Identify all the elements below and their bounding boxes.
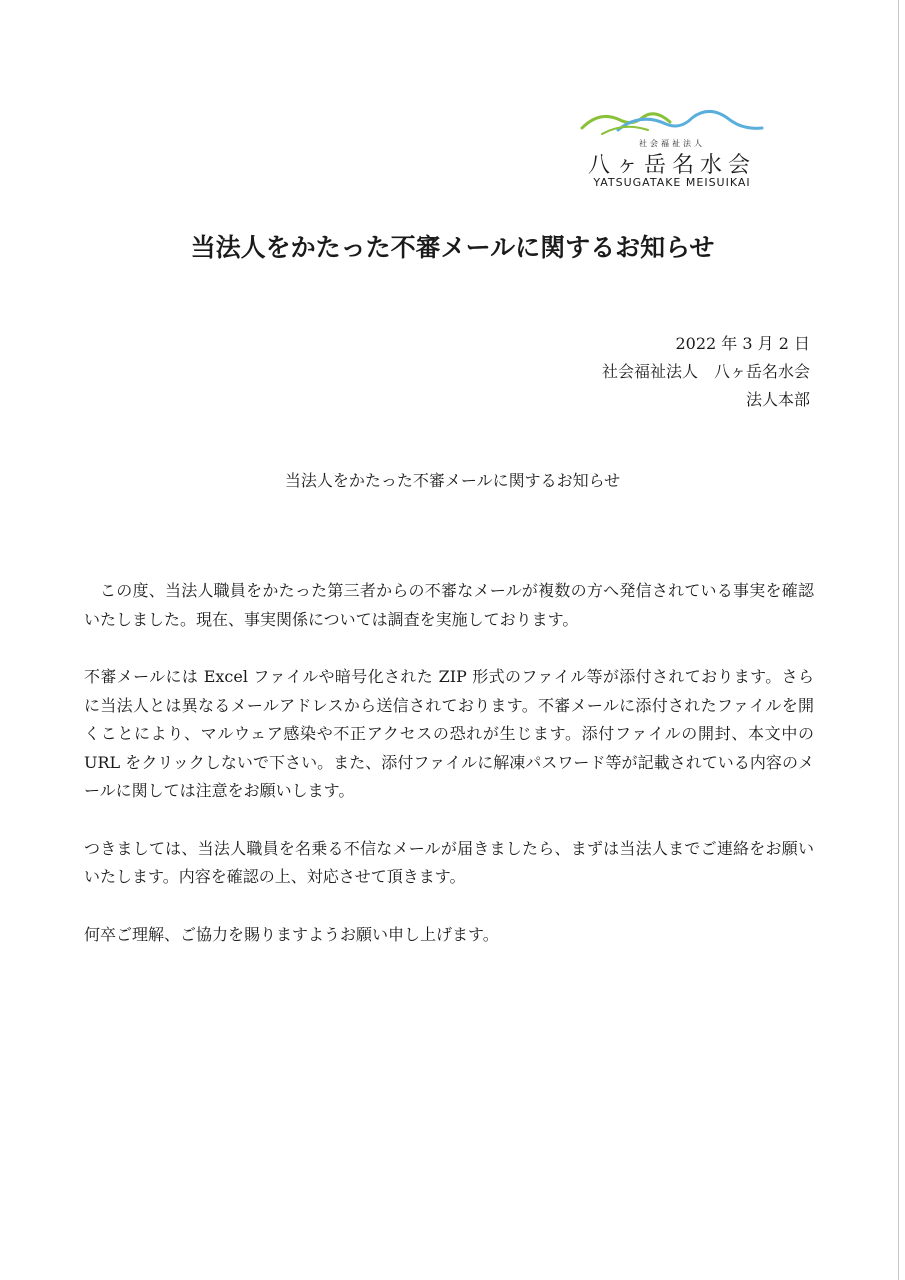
organization-logo <box>572 106 772 196</box>
body-paragraph: 不審メールには Excel ファイルや暗号化された ZIP 形式のファイル等が添付されております。さらに当法人とは異なるメールアドレスから送信されております。不審メールに添付されたファイルを開くことにより、マルウェア感染や不正アクセスの恐れが生じます。添付ファイルの開封、本文中の URL をクリックしないで下さい。また、添付ファイルに解凍パスワード等が記載されている内容のメールに関しては注意をお願いします。 <box>84 667 814 800</box>
document-meta <box>602 330 810 414</box>
logo-subtitle: 社会福祉法人 <box>639 139 705 148</box>
issue-date: 2022 年 3 月 2 日 <box>675 334 810 353</box>
document-title: 当法人をかたった不審メールに関するお知らせ <box>190 233 715 262</box>
document-body <box>84 577 814 978</box>
body-paragraph: 何卒ご理解、ご協力を賜りますようお願い申し上げます。 <box>84 924 499 944</box>
mountain-waves-icon <box>580 106 764 138</box>
logo-name: 八ヶ岳名水会 <box>587 153 756 178</box>
body-paragraph: つきましては、当法人職員を名乗る不信なメールが届きましたら、まずは当法人までご連絡をお願いいたします。内容を確認の上、対応させて頂きます。 <box>84 838 814 886</box>
scan-edge-line <box>898 0 899 1280</box>
logo-name-en: YATSUGATAKE MEISUIKAI <box>593 176 751 189</box>
document-subtitle: 当法人をかたった不審メールに関するお知らせ <box>284 471 621 490</box>
issuing-organization: 社会福祉法人 八ヶ岳名水会 <box>601 362 810 381</box>
issuing-department: 法人本部 <box>745 390 810 409</box>
body-paragraph: この度、当法人職員をかたった第三者からの不審なメールが複数の方へ発信されている事実を確認いたしました。現在、事実関係については調査を実施しております。 <box>84 581 814 629</box>
